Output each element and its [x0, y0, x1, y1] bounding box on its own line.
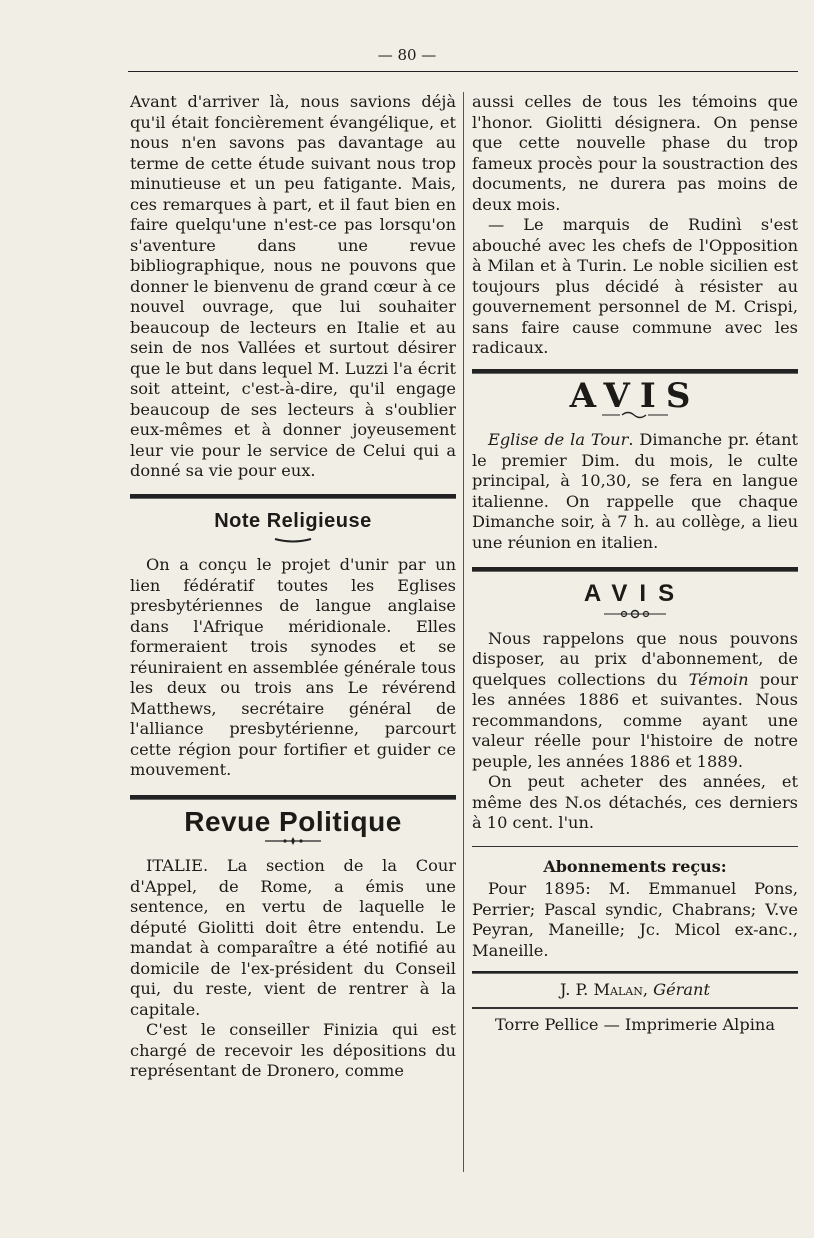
page-number: — 80 —: [377, 46, 437, 64]
giolitti-continuation: aussi celles de tous les témoins que l'honor. Giolitti désignera. On pense que cette nouvelle phase du trop fameux procès pour la soustraction des documents, ne durera pas moins de deux mois.: [472, 92, 798, 214]
avis-2-text-before: Nous rappelons que nous pouvons disposer, au prix d'abonnement, de quelques collections du: [472, 628, 798, 689]
left-column: [130, 92, 456, 1082]
signature: [472, 980, 798, 1001]
right-column: [472, 92, 798, 1035]
avis-2-text-after: pour les années 1886 et suivantes. Nous recommandons, comme ayant une valeur réelle pour l'histoire de notre peuple, les années 1886 et 1889.: [472, 669, 798, 771]
header-rule: [128, 71, 798, 72]
section-rule: [472, 846, 798, 847]
section-rule: [472, 369, 798, 374]
avis-title-2: AVIS: [583, 580, 687, 607]
signature-role: Gérant: [653, 980, 710, 999]
abonnements-body: Pour 1895: M. Emmanuel Pons, Perrier; Pascal syndic, Chabrans; V.ve Peyran, Maneille; Jc. Micol ex-anc., Maneille.: [472, 879, 798, 960]
revue-politique-title: Revue Politique: [184, 805, 402, 837]
signature-rule: [472, 971, 798, 974]
revue-politique-paragraph-1: ITALIE. La section de la Cour d'Appel, de Rome, a émis une sentence, en vertu de laquelle le député Giolitti doit être entendu. Le mandat à comparaître a été notifié au domicile de l'ex-président du Conseil qui, du reste, vient de rentrer à la capitale.: [130, 856, 456, 1019]
avis-1-text: . Dimanche pr. étant le premier Dim. du mois, le culte principal, à 10,30, se fera en langue italienne. On rappelle que chaque Dimanche soir, à 7 h. au collège, a lieu une réunion en italien.: [472, 430, 798, 552]
signature-name: J. P. Malan,: [560, 980, 648, 999]
avis-1-body: [472, 430, 798, 553]
swirl-ornament-icon: [472, 408, 798, 422]
rudini-paragraph: — Le marquis de Rudinì s'est abouché avec les chefs de l'Opposition à Milan et à Turin. Le noble sicilien est toujours plus décidé à résister au gouvernement personnel de M. Crispi, sans faire cause commune avec les radicaux.: [472, 215, 798, 357]
section-rule: [472, 567, 798, 572]
imprint: Torre Pellice — Imprimerie Alpina: [495, 1014, 775, 1034]
revue-politique-paragraph-2: C'est le conseiller Finizia qui est chargé de recevoir les dépositions du représentant de Dronero, comme: [130, 1020, 456, 1080]
column-divider: [463, 92, 464, 1172]
section-rule: [130, 795, 456, 800]
avis-1-lead: Eglise de la Tour: [488, 430, 629, 449]
knot-ornament-icon: [472, 607, 798, 621]
note-religieuse-body: On a conçu le projet d'unir par un lien fédératif toutes les Eglises presbytériennes de langue anglaise dans l'Afrique méridionale. Elles formeraient trois synodes et se réuniraient en assemblée générale tous les deux ou trois ans Le révérend Matthews, secrétaire général de l'alliance presbytérienne, parcourt cette région pour fortifier et guider ce mouvement.: [130, 555, 456, 779]
dash-ornament-icon: [130, 533, 456, 547]
avis-title-1: AVIS: [569, 375, 701, 416]
abonnements-title: Abonnements reçus:: [543, 856, 727, 876]
note-religieuse-title: Note Religieuse: [214, 509, 372, 532]
avis-2-paragraph-2: On peut acheter des années, et même des N.os détachés, ces derniers à 10 cent. l'un.: [472, 772, 798, 832]
imprint-rule: [472, 1007, 798, 1009]
intro-paragraph: Avant d'arriver là, nous savions déjà qu'il était foncièrement évangélique, et nous n'en savons pas davantage au terme de cette étude suivant nous trop minutieuse et un peu fatigante. Mais, ces remarques à part, et il faut bien en faire quelqu'une n'est-ce pas lorsqu'on s'aventure dans une revue bibliographique, nous ne pouvons que donner le bienvenu de grand cœur à ce nouvel ouvrage, que lui souhaiter beaucoup de lecteurs en Italie et au sein de nos Vallées et surtout désirer que le but dans lequel M. Luzzi l'a écrit soit atteint, c'est-à-dire, qu'il engage beaucoup de ses lecteurs à s'oublier eux-mêmes et à donner joyeusement leur vie pour le service de Celui qui a donné sa vie pour eux.: [130, 92, 456, 480]
star-ornament-icon: [130, 834, 456, 848]
avis-2-publication: Témoin: [688, 669, 749, 689]
avis-2-body: [472, 629, 798, 773]
section-rule: [130, 494, 456, 499]
